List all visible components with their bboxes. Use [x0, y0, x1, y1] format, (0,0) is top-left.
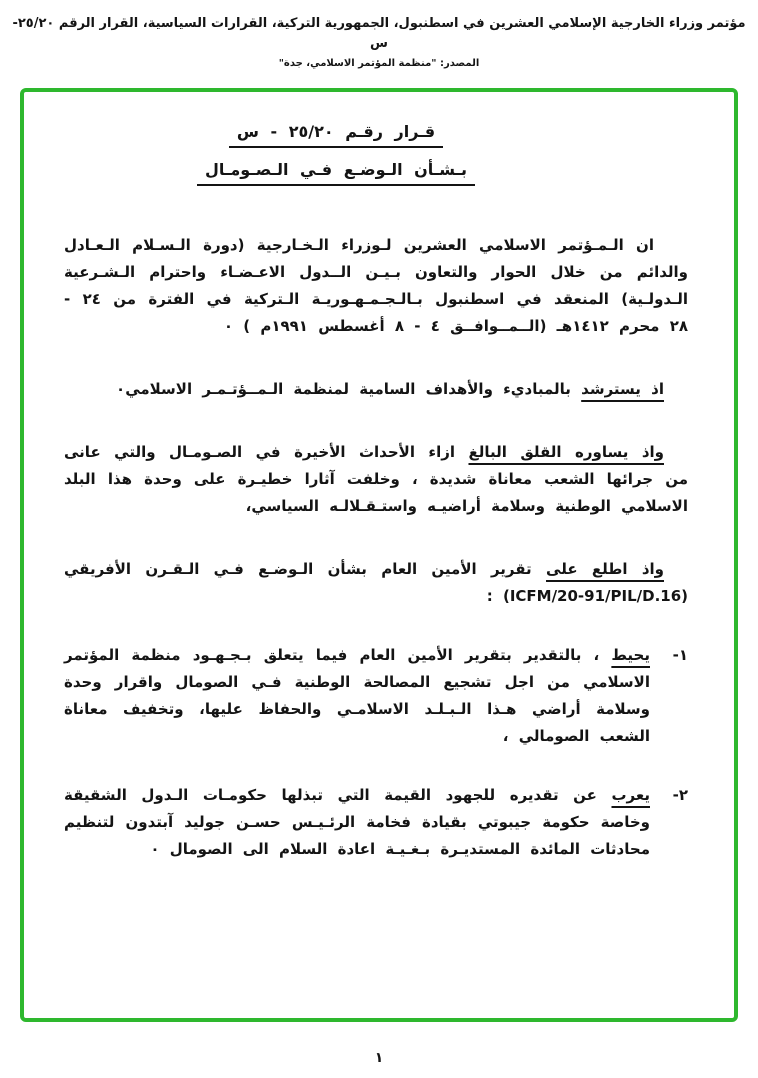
clause-lead-underlined: اذ يسترشد — [581, 380, 664, 398]
clause-text: بالمباديء والأهداف السامية لمنظمة الـمــؤتـمـر الاسلامي٠ — [116, 380, 582, 398]
preamble-paragraph: ان الـمـؤتمر الاسلامي العشرين لـوزراء الـخـارجية (دورة الـسـلام الـعـادل والدائم من خلال الحوار والتعاون بـيـن الــدول الاعـضـاء واحترام الـشـرعية الـدولـية) المنعقد في اسطنبول بـالـجـمـهـوريـة الـتركية في الفترة من ٢٤ - ٢٨ محرم ١٤١٢هـ (الــمــوافــق ٤ - ٨ أغسطس ١٩٩١م ) ٠ — [64, 236, 688, 335]
clause-lead-underlined: واذ اطلع على — [546, 560, 664, 578]
header-source-line — [0, 58, 758, 69]
resolution-number: قـرار رقـم ٢٥/٢٠ - س — [229, 122, 443, 148]
header-citation: مؤتمر وزراء الخارجية الإسلامي العشرين في اسطنبول، الجمهورية التركية، القرارات السياسية، القرار الرقم ٢٥/٢٠-س — [12, 16, 746, 51]
title-block — [24, 122, 648, 186]
header-source-label: المصدر: — [436, 58, 480, 69]
clause-text: تقرير الأمين العام بشأن الـوضـع فـي الـقـرن الأفريقي (ICFM/20-91/PIL/D.16) : — [64, 560, 688, 605]
page-number: ١ — [374, 1050, 384, 1066]
operative-item-2 — [64, 782, 688, 863]
resolution-number-line — [24, 122, 648, 148]
clause-lead-underlined: واذ يساوره القلق البالغ — [468, 443, 664, 461]
document-header — [0, 0, 758, 69]
item-rest: عن تقديره للجهود القيمة التي تبذلها حكومـات الـدول الشقيقة وخاصة حكومة جيبوتي بقيادة فخامة الرئـيـس حسـن جوليد آبتدون لتنظيم محادثات المائدة المستديـرة بـغـيـة اعادة السلام الى الصومال ٠ — [64, 786, 650, 858]
item-rest: ، بالتقدير بتقرير الأمين العام فيما يتعلق بـجـهـود منظمة المؤتمر الاسلامي من اجل تشجيع المصالحة الوطنية فـي الصومال واقرار وحدة وسلامة أراضي هـذا الـبـلـد الاسلامـي والحفاظ عليها، وتخفيف معاناة الشعب الصومالي ، — [64, 646, 650, 745]
scanned-document-frame — [20, 88, 738, 1022]
item-lead-underlined: يحيط — [611, 646, 650, 664]
item-text — [64, 782, 650, 863]
preambular-clause-guided — [64, 376, 688, 403]
preambular-clause-concern — [64, 439, 688, 520]
resolution-subject: بـشـأن الـوضـع فـي الـصـومـال — [197, 160, 475, 186]
operative-item-1 — [64, 642, 688, 750]
clause-text: ازاء الأحداث الأخيرة في الصـومـال والتي عانى من جرائها الشعب معاناة شديدة ، وخلفت آثارا خطيـرة على وحدة هذا البلد الاسلامي الوطنية وسلامة أراضيـه واستـقـلالـه السياسي، — [64, 443, 688, 515]
item-number: ٢- — [672, 786, 688, 804]
preambular-clause-report — [64, 556, 688, 610]
item-number: ١- — [672, 646, 688, 664]
header-source-value: "منظمة المؤتمر الاسلامي، جدة" — [278, 58, 437, 69]
item-lead-underlined: يعرب — [611, 786, 650, 804]
item-text — [64, 642, 650, 750]
resolution-subject-line — [24, 160, 648, 186]
